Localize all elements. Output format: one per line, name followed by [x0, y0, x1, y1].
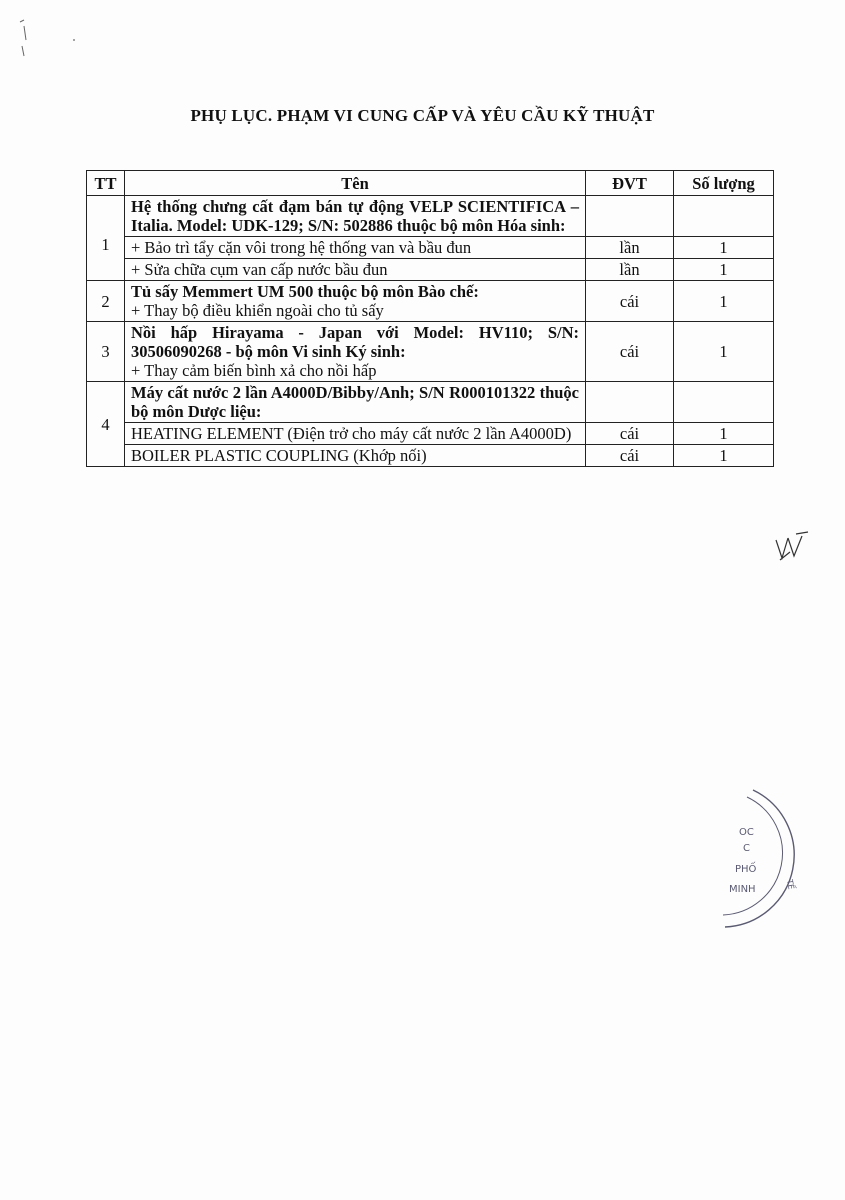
table-row	[87, 382, 774, 423]
svg-text:ОС: ОС	[739, 827, 754, 838]
table-row	[87, 322, 774, 382]
item-description	[125, 322, 586, 382]
scope-table	[86, 170, 774, 467]
item-unit-empty	[586, 382, 674, 423]
svg-text:С: С	[743, 843, 750, 854]
header-unit: ĐVT	[586, 171, 674, 196]
item-heading: Tủ sấy Memmert UM 500 thuộc bộ môn Bào chế:	[131, 282, 479, 301]
item-unit-empty	[586, 196, 674, 237]
header-name: Tên	[125, 171, 586, 196]
item-heading: Nồi hấp Hirayama - Japan với Model: HV110; S/N: 30506090268 - bộ môn Vi sinh Ký sinh:	[131, 323, 579, 361]
item-quantity-empty	[674, 382, 774, 423]
table-row	[87, 196, 774, 237]
item-number: 2	[87, 281, 125, 322]
sub-item-name: HEATING ELEMENT (Điện trở cho máy cất nước 2 lần A4000D)	[125, 423, 586, 445]
item-description	[125, 281, 586, 322]
item-unit: cái	[586, 322, 674, 382]
item-heading: Máy cất nước 2 lần A4000D/Bibby/Anh; S/N R000101322 thuộc bộ môn Dược liệu:	[125, 382, 586, 423]
stamp-seal-fragment	[705, 785, 815, 940]
svg-text:MINH: MINH	[729, 884, 756, 895]
table-row	[87, 237, 774, 259]
table-row	[87, 281, 774, 322]
sub-item-name: BOILER PLASTIC COUPLING (Khớp nối)	[125, 445, 586, 467]
item-quantity: 1	[674, 322, 774, 382]
item-quantity: 1	[674, 281, 774, 322]
item-detail: + Thay cảm biến bình xả cho nồi hấp	[131, 361, 377, 380]
item-quantity-empty	[674, 196, 774, 237]
item-number: 3	[87, 322, 125, 382]
svg-text:TẾ: TẾ	[785, 878, 796, 891]
item-number: 1	[87, 196, 125, 281]
sub-item-quantity: 1	[674, 259, 774, 281]
sub-item-quantity: 1	[674, 445, 774, 467]
sub-item-quantity: 1	[674, 237, 774, 259]
header-quantity: Số lượng	[674, 171, 774, 196]
header-tt: TT	[87, 171, 125, 196]
svg-text:PHỐ: PHỐ	[735, 864, 757, 875]
table-header-row	[87, 171, 774, 196]
item-heading: Hệ thống chưng cất đạm bán tự động VELP SCIENTIFICA – Italia. Model: UDK-129; S/N: 502886 thuộc bộ môn Hóa sinh:	[125, 196, 586, 237]
sub-item-unit: lần	[586, 237, 674, 259]
page-title: PHỤ LỤC. PHẠM VI CUNG CẤP VÀ YÊU CẦU KỸ THUẬT	[190, 106, 655, 125]
scan-corner-marks	[18, 18, 88, 73]
item-number: 4	[87, 382, 125, 467]
table-row	[87, 423, 774, 445]
sub-item-unit: cái	[586, 423, 674, 445]
sub-item-unit: lần	[586, 259, 674, 281]
item-unit: cái	[586, 281, 674, 322]
table-row	[87, 259, 774, 281]
table-row	[87, 445, 774, 467]
item-detail: + Thay bộ điều khiển ngoài cho tủ sấy	[131, 301, 384, 320]
sub-item-name: + Sửa chữa cụm van cấp nước bầu đun	[125, 259, 586, 281]
sub-item-quantity: 1	[674, 423, 774, 445]
initials-signature	[772, 530, 812, 569]
sub-item-name: + Bảo trì tẩy cặn vôi trong hệ thống van và bầu đun	[125, 237, 586, 259]
sub-item-unit: cái	[586, 445, 674, 467]
